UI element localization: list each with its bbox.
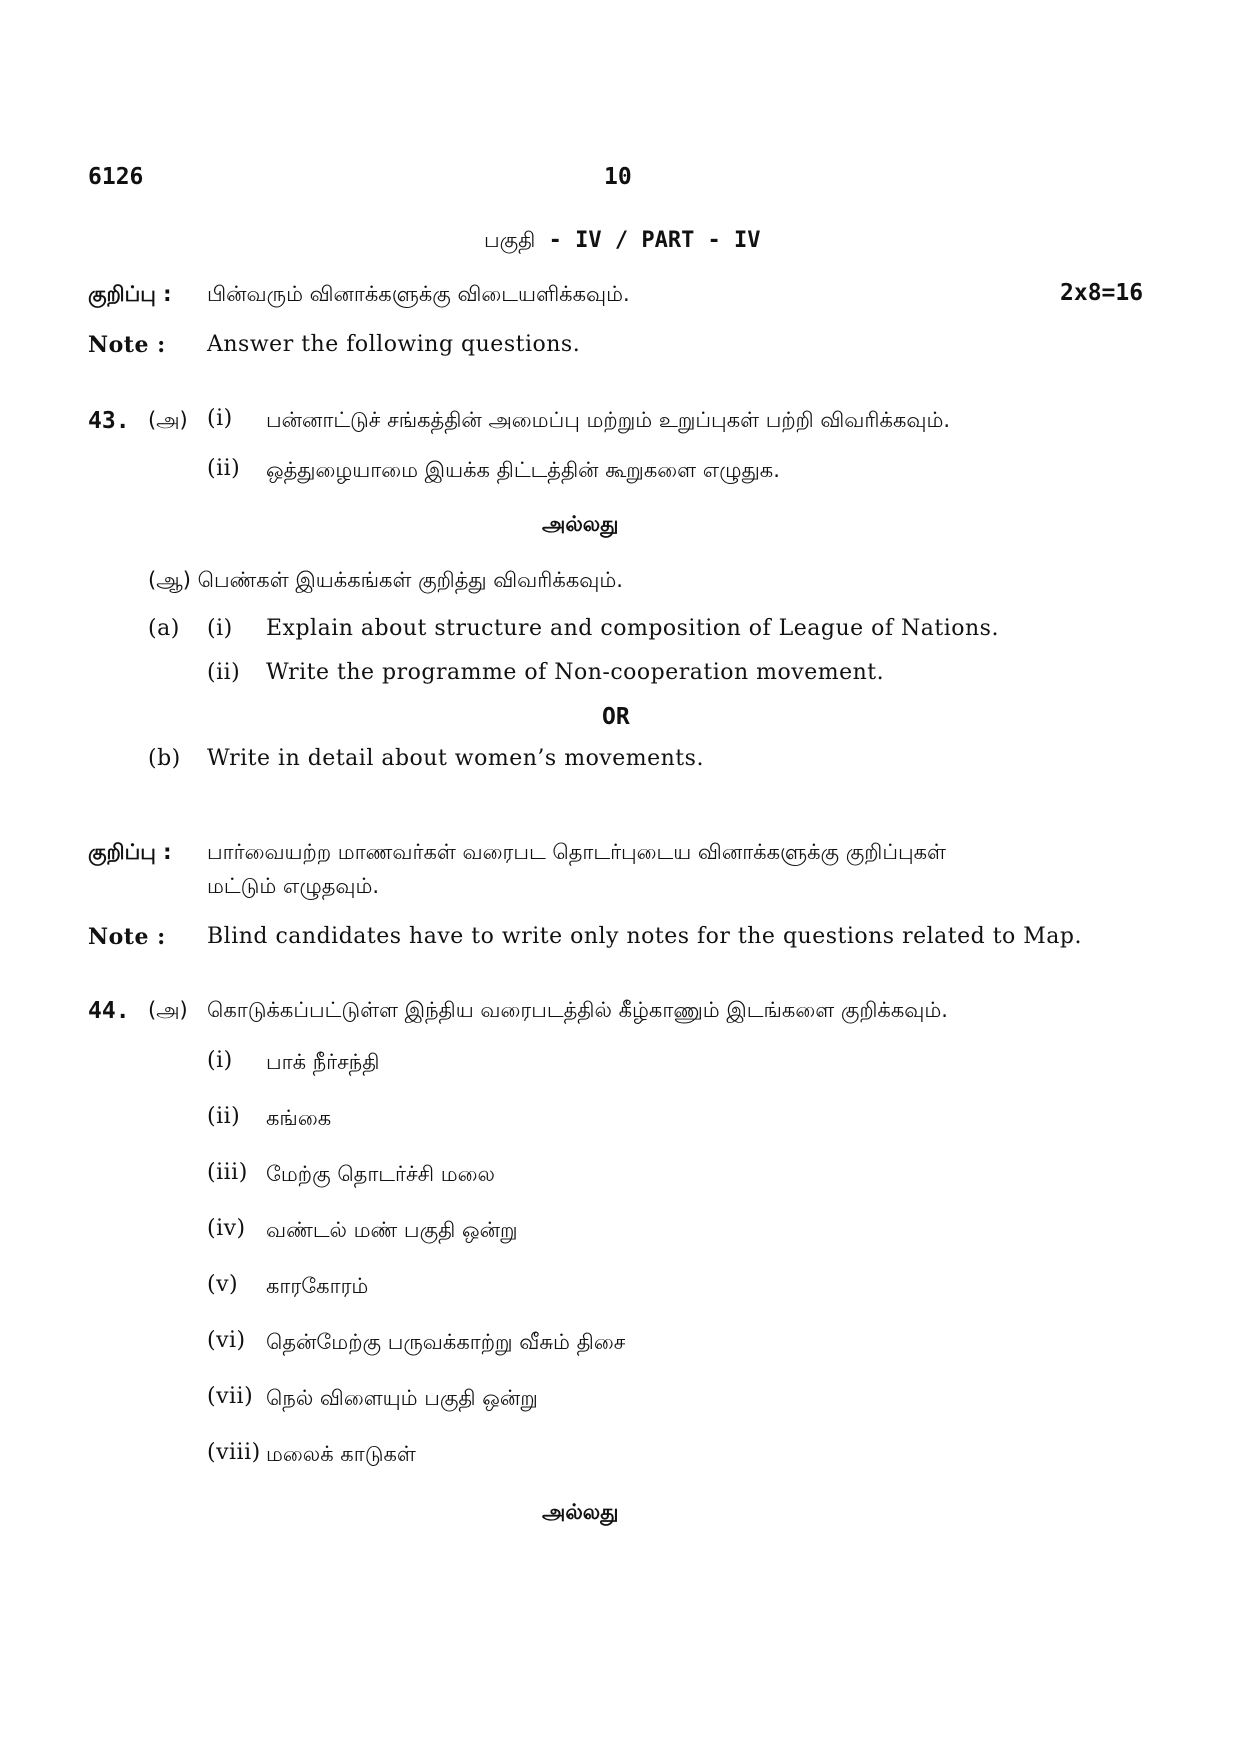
- list-item-num: (vii): [207, 1384, 254, 1409]
- list-item: மலைக் காடுகள்: [266, 1442, 416, 1466]
- marks-allocation: 2x8=16: [1060, 280, 1144, 306]
- part-title-en: - IV / PART - IV: [535, 228, 761, 253]
- question-number-43: 43.: [88, 408, 130, 434]
- q43-a-i-ta: பன்னாட்டுச் சங்கத்தின் அமைப்பு மற்றும் உறுப்புகள் பற்றி விவரிக்கவும்.: [266, 408, 951, 432]
- q43-a-i-num: (i): [207, 406, 233, 431]
- list-item-num: (iii): [207, 1160, 248, 1185]
- or-separator-ta: அல்லது: [542, 512, 619, 536]
- note-text-en: Answer the following questions.: [207, 332, 581, 357]
- q43-a-marker-en: (a): [148, 616, 180, 641]
- list-item-num: (v): [207, 1272, 239, 1297]
- page-number: 10: [604, 164, 632, 190]
- list-item: காரகோரம்: [266, 1274, 369, 1298]
- note2-label-ta: குறிப்பு :: [88, 840, 172, 864]
- list-item: பாக் நீர்சந்தி: [266, 1050, 380, 1074]
- q43-a-marker-ta: (அ): [148, 408, 188, 432]
- q43-a-ii-num: (ii): [207, 456, 241, 481]
- list-item: கங்கை: [266, 1106, 332, 1130]
- list-item: வண்டல் மண் பகுதி ஒன்று: [266, 1218, 518, 1242]
- q44-a-text-ta: கொடுக்கப்பட்டுள்ள இந்திய வரைபடத்தில் கீழ்காணும் இடங்களை குறிக்கவும்.: [207, 998, 948, 1022]
- list-item: மேற்கு தொடர்ச்சி மலை: [266, 1162, 495, 1186]
- note-text-ta: பின்வரும் வினாக்களுக்கு விடையளிக்கவும்.: [207, 282, 630, 306]
- list-item-num: (i): [207, 1048, 233, 1073]
- note-label-en: Note :: [88, 332, 166, 358]
- part-title: [484, 228, 761, 255]
- or-separator-ta-bottom: அல்லது: [542, 1500, 619, 1524]
- question-number-44: 44.: [88, 998, 130, 1024]
- or-separator-en: OR: [602, 704, 630, 730]
- list-item-num: (viii): [207, 1440, 261, 1465]
- paper-code: 6126: [88, 164, 144, 190]
- q43-a-i-en: Explain about structure and composition of League of Nations.: [266, 616, 999, 641]
- q44-a-marker-ta: (அ): [148, 998, 188, 1022]
- list-item-num: (iv): [207, 1216, 246, 1241]
- q43-a-ii-en-num: (ii): [207, 660, 241, 685]
- note2-text-ta-line1: பார்வையற்ற மாணவர்கள் வரைபட தொடர்புடைய வினாக்களுக்கு குறிப்புகள்: [207, 840, 947, 864]
- q43-b-en: Write in detail about women’s movements.: [207, 746, 704, 771]
- q43-b-marker-en: (b): [148, 746, 181, 771]
- q43-a-i-en-num: (i): [207, 616, 233, 641]
- part-title-ta: பகுதி: [484, 228, 536, 252]
- list-item: நெல் விளையும் பகுதி ஒன்று: [266, 1386, 538, 1410]
- list-item: தென்மேற்கு பருவக்காற்று வீசும் திசை: [266, 1330, 626, 1354]
- note-label-ta: குறிப்பு :: [88, 282, 172, 306]
- q43-a-ii-ta: ஒத்துழையாமை இயக்க திட்டத்தின் கூறுகளை எழுதுக.: [266, 458, 780, 482]
- q43-a-ii-en: Write the programme of Non-cooperation movement.: [266, 660, 885, 685]
- note2-text-en: Blind candidates have to write only notes for the questions related to Map.: [207, 924, 1083, 949]
- q43-b-ta: (ஆ) பெண்கள் இயக்கங்கள் குறித்து விவரிக்கவும்.: [148, 568, 623, 592]
- note2-text-ta-line2: மட்டும் எழுதவும்.: [207, 874, 380, 898]
- list-item-num: (vi): [207, 1328, 246, 1353]
- list-item-num: (ii): [207, 1104, 241, 1129]
- note2-label-en: Note :: [88, 924, 166, 950]
